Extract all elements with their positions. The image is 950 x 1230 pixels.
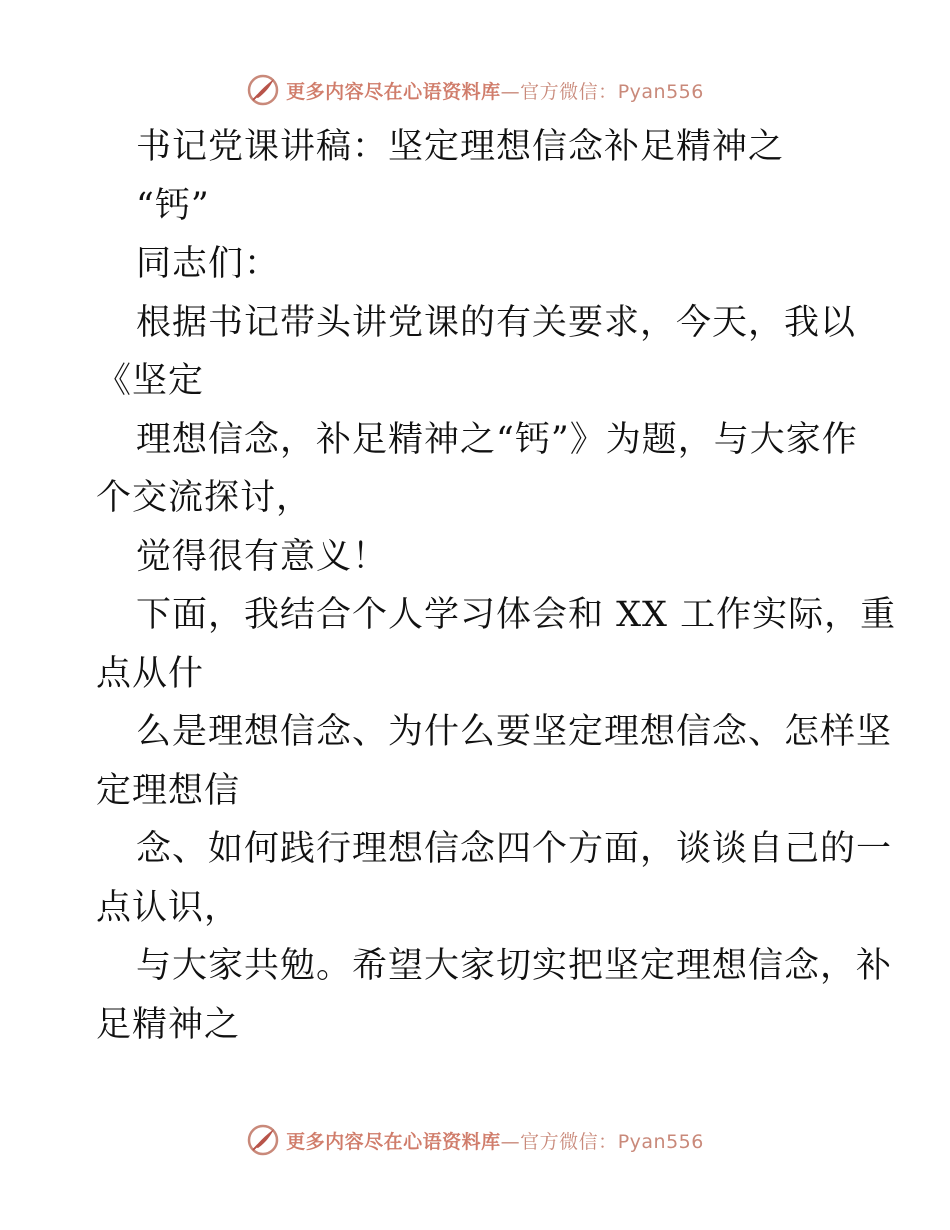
- watermark-text: [286, 77, 704, 104]
- document-body: [96, 118, 897, 1054]
- quill-logo-icon: [246, 1123, 280, 1157]
- doc-title-line-2: “钙”: [136, 185, 210, 226]
- watermark-dash: —: [500, 1130, 521, 1153]
- footer-watermark: [0, 1120, 950, 1160]
- doc-text-line: 与大家共勉。希望大家切实把坚定理想信念，补: [136, 946, 893, 986]
- doc-text-line: 么是理想信念、为什么要坚定理想信念、怎样坚: [136, 712, 893, 752]
- doc-text-line: 念、如何践行理想信念四个方面，谈谈自己的一: [136, 829, 893, 869]
- doc-text-line: 个交流探讨，: [96, 478, 313, 518]
- doc-salutation: 同志们：: [136, 244, 281, 284]
- doc-text-line: 理想信念，补足精神之“钙”》为题，与大家作: [136, 419, 858, 460]
- doc-text-line: 根据书记带头讲党课的有关要求，今天，我以: [136, 302, 857, 343]
- doc-text-line: 觉得很有意义！: [136, 536, 389, 577]
- doc-text-line: 定理想信: [96, 770, 241, 811]
- quill-logo-icon: [246, 73, 280, 107]
- watermark-label: 官方微信：: [520, 1130, 618, 1153]
- watermark-text: [286, 1127, 704, 1154]
- watermark-label: 官方微信：: [520, 80, 618, 103]
- doc-title-line-1: 书记党课讲稿：坚定理想信念补足精神之: [136, 127, 785, 167]
- watermark-dash: —: [500, 80, 521, 103]
- watermark-account: Pyan556: [617, 80, 704, 103]
- doc-text-line: 下面，我结合个人学习体会和 XX 工作实际，重: [136, 595, 897, 635]
- doc-text-line: 点认识，: [96, 887, 241, 928]
- watermark-site: 更多内容尽在心语资料库: [286, 80, 501, 103]
- watermark-site: 更多内容尽在心语资料库: [286, 1130, 501, 1153]
- doc-text-line: 点从什: [96, 653, 205, 694]
- doc-text-line: 《坚定: [96, 361, 205, 401]
- doc-text-line: 足精神之: [96, 1004, 241, 1045]
- header-watermark: [0, 70, 950, 110]
- watermark-account: Pyan556: [617, 1130, 704, 1153]
